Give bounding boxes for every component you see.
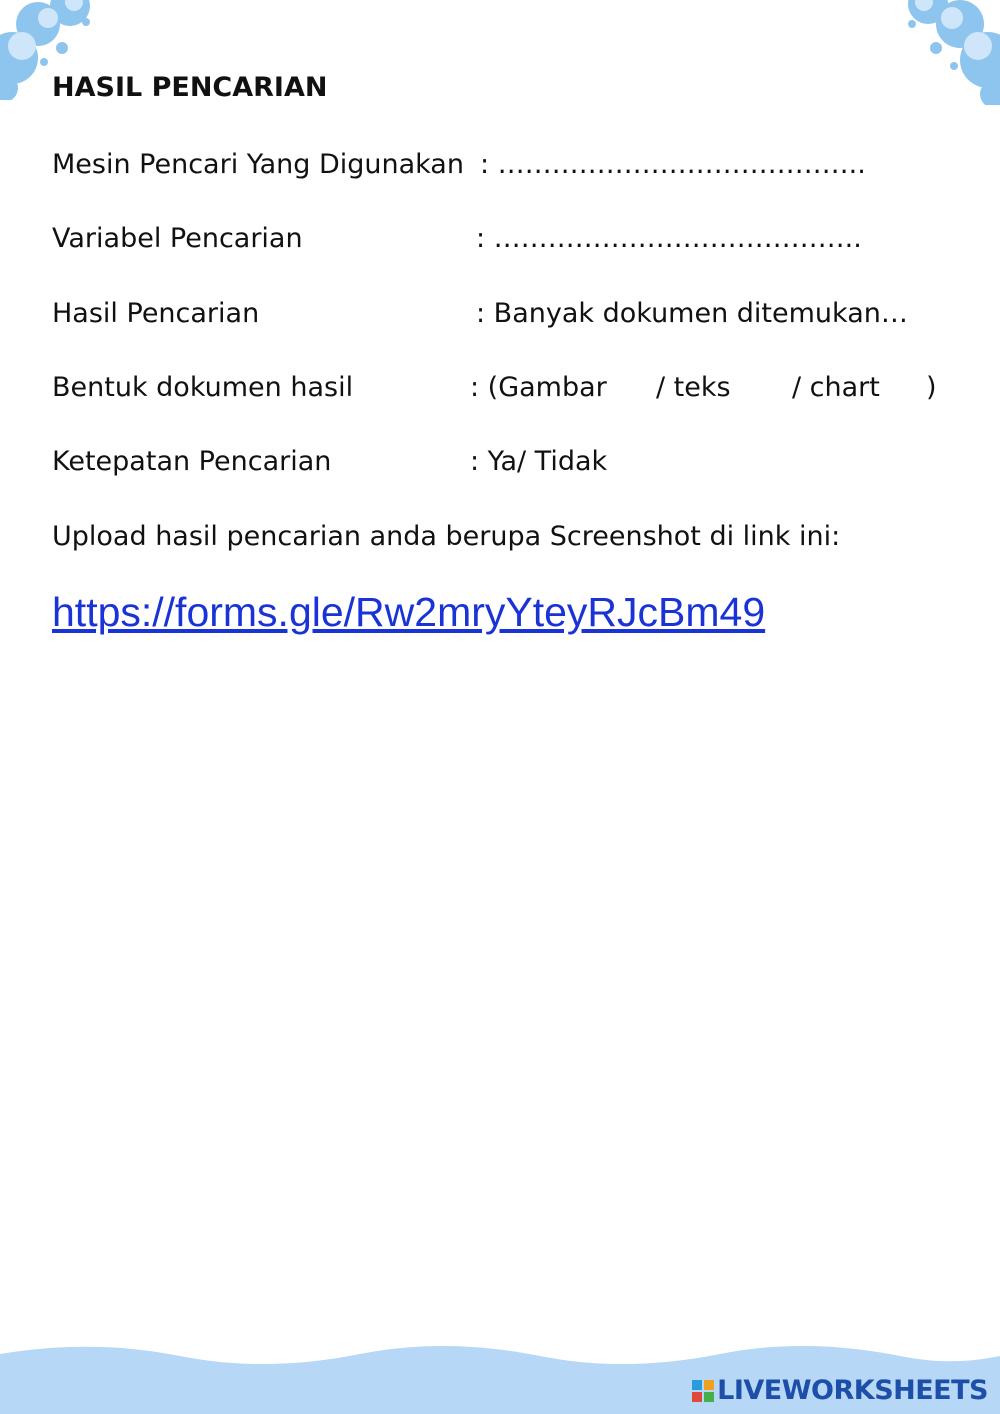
field-value: : …………………………………..: [480, 149, 866, 180]
field-label: Mesin Pencari Yang Digunakan: [52, 149, 464, 180]
field-label: Variabel Pencarian: [52, 223, 303, 254]
form-link[interactable]: https://forms.gle/Rw2mryYteyRJcBm49: [52, 589, 766, 635]
brand-name: LIVEWORKSHEETS: [717, 1375, 988, 1406]
field-label: Ketepatan Pencarian: [52, 446, 332, 477]
field-label: Bentuk dokumen hasil: [52, 372, 354, 403]
page-heading: HASIL PENCARIAN: [52, 72, 328, 103]
option-chart: / chart: [792, 372, 880, 403]
field-label: Hasil Pencarian: [52, 298, 260, 329]
liveworksheets-logo-icon: [692, 1380, 714, 1402]
upload-instruction: Upload hasil pencarian anda berupa Screenshot di link ini:: [52, 521, 841, 552]
cloud-decoration-right-icon: [890, 0, 1000, 105]
option-close-paren: ): [926, 372, 937, 403]
field-value: : Ya/ Tidak: [470, 446, 608, 477]
field-document-form: [52, 370, 952, 406]
field-value: : Banyak dokumen ditemukan…: [476, 298, 908, 329]
option-image: : (Gambar: [470, 372, 607, 403]
option-text: / teks: [656, 372, 731, 403]
field-value: : …………………………………..: [476, 223, 862, 254]
brand-watermark: [692, 1375, 988, 1406]
